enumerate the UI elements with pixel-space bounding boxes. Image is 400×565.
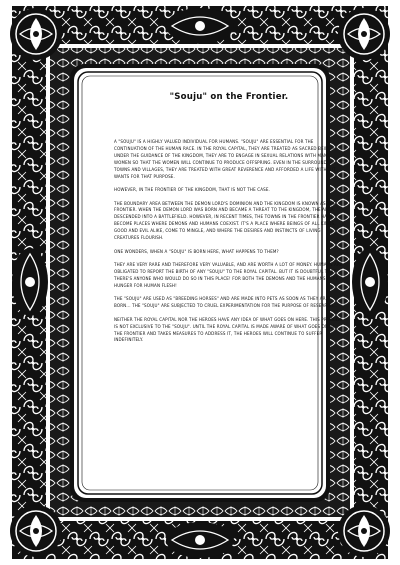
corner-ornament-top-left-icon (10, 8, 62, 60)
left-center-ornament-icon (12, 248, 48, 316)
paragraph: HOWEVER, IN THE FRONTIER OF THE KINGDOM, THAT IS NOT THE CASE. (114, 187, 270, 193)
top-center-ornament-icon (166, 8, 234, 44)
text-panel (114, 92, 344, 532)
right-center-ornament-icon (352, 248, 388, 316)
corner-ornament-bottom-left-icon (10, 505, 62, 557)
paragraph: THE BOUNDARY AREA BETWEEN THE DEMON LORD'S DOMINION AND THE KINGDOM IS KNOWN AS THE FRONTIER. WHEN THE DEMON LORD WAS BORN AND BECAME A THREAT TO THE KINGDOM, THE AREA DESCENDED INTO A BATTLEFIELD. HOWEVER, IN RECENT TIMES, THE TOWNS IN THE FRONTIER HAVE BECOME PLACES WHERE DEMONS AND HUMANS COEXIST. IT'S A PLACE WHERE BEINGS OF ALL KINDS, GOOD AND EVIL ALIKE, COME TO MINGLE, AND WHERE THE DESIRES AND INSTINCTS OF LIVING CREATURES FLOURISH. (114, 200, 336, 241)
paragraph: NEITHER THE ROYAL CAPITAL NOR THE HEROES HAVE ANY IDEA OF WHAT GOES ON HERE. THIS PROBLEM IS NOT EXCLUSIVE TO THE "SOUJU". UNTIL THE ROYAL CAPITAL IS MADE AWARE OF WHAT GOES ON IN THE FRONTIER AND TAKES MEASURES TO ADDRESS IT, THE HEROES WILL CONTINUE TO SUFFER INDEFINITELY. (114, 316, 342, 343)
paragraph: A "SOUJU" IS A HIGHLY VALUED INDIVIDUAL FOR HUMANS. "SOUJU" ARE ESSENTIAL FOR THE CONTINUATION OF THE HUMAN RACE. IN THE ROYAL CAPITAL, THEY ARE TREATED AS SACRED BEINGS. UNDER THE GUIDANCE OF THE KINGDOM, THEY ARE TO ENGAGE IN SEXUAL RELATIONS WITH MANY WOMEN SO THAT THE WOMEN WILL CONTINUE TO PRODUCE OFFSPRING. EVEN IN THE SURROUNDING TOWNS AND VILLAGES, THEY ARE TREATED WITH GREAT REVERENCE AND AFFORDED A LIFE WITHOUT WANTS FOR THAT PURPOSE. (114, 139, 336, 179)
corner-ornament-bottom-right-icon (338, 505, 390, 557)
paragraph: THE "SOUJU" ARE USED AS "BREEDING HORSES" AND ARE MADE INTO PETS AS SOON AS THEY ARE BORN... THE "SOUJU" ARE SUBJECTED TO CRUEL EXPERIMENTATION FOR THE PURPOSE OF RESEARCH... (114, 296, 338, 309)
paragraph: THEY ARE VERY RARE AND THEREFORE VERY VALUABLE, AND ARE WORTH A LOT OF MONEY. HUMANS ARE OBLIGATED TO REPORT THE BIRTH OF ANY "SOUJU" TO THE ROYAL CAPITAL. BUT IT IS DOUBTFUL THAT THERE'S ANYONE WHO WOULD DO SO IN THIS PLACE! FOR BOTH THE DEMONS AND THE HUMANS HERE HUNGER FOR HUMAN FLESH! (114, 262, 343, 288)
corner-ornament-top-right-icon (338, 8, 390, 60)
page-title: "Souju" on the Frontier. (169, 92, 289, 102)
paragraph: ONE WONDERS, WHEN A "SOUJU" IS BORN HERE, WHAT HAPPENS TO THEM? (114, 248, 279, 254)
